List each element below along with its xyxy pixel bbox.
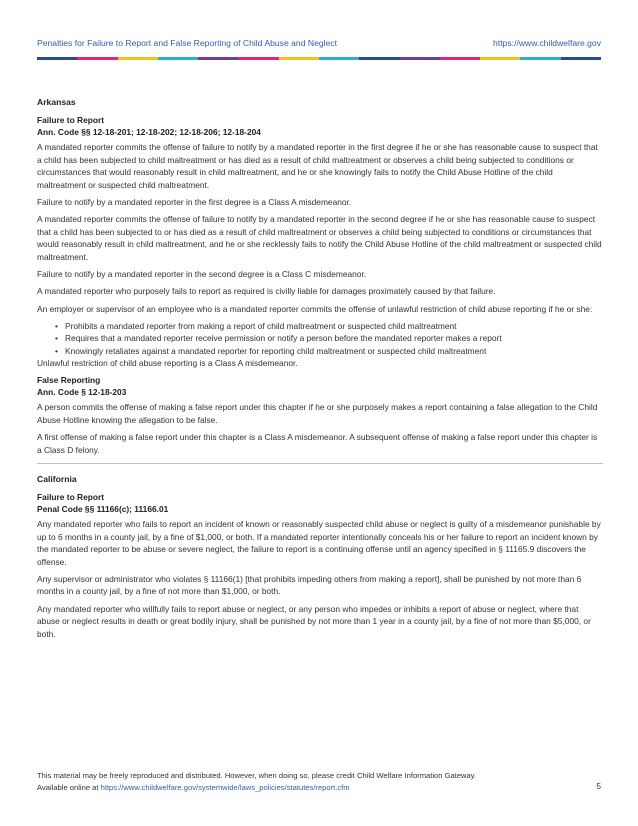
stripe-segment xyxy=(77,57,117,60)
footer-credit-text: This material may be freely reproduced and distributed. However, when doing so, please credit Child Welfare Information Gateway. xyxy=(37,771,477,780)
citation: Penal Code §§ 11166(c); 11166.01 xyxy=(37,504,169,515)
paragraph: Any mandated reporter who willfully fails to report abuse or neglect, or any person who impedes or inhibits a report of abuse or neglect, where that abuse or neglect results in death or great bodily injury, shall be punished by not more than 1 year in a county jail, by a fine of not more than $5,000, or both. xyxy=(37,603,591,639)
subsection-heading: False Reporting xyxy=(37,375,101,386)
stripe-segment xyxy=(319,57,359,60)
footer-available-label: Available online at xyxy=(37,782,101,792)
paragraph: A mandated reporter commits the offense of failure to notify by a mandated reporter in the first degree if he or she has reasonable cause to suspect that a child has been subjected to child maltreatment or has died as a result of child maltreatment or observes a child being subjected to conditions or circumstances that would reasonably result in child maltreatment, and he or she knowingly fails to notify the Child Abuse Hotline of the child maltreatment or suspected child maltreatment. xyxy=(37,142,598,190)
paragraph: A person commits the offense of making a false report under this chapter if he or she purposely makes a report containing a false allegation to the Child Abuse Hotline knowing the allegation to be false. xyxy=(37,402,598,425)
paragraph: A mandated reporter who purposely fails to report as required is civilly liable for damages proximately caused by that failure. xyxy=(37,286,496,297)
stripe-segment xyxy=(561,57,601,60)
page-header xyxy=(37,38,601,52)
footer-link[interactable]: https://www.childwelfare.gov/systemwide/laws_policies/statutes/report.cfm xyxy=(100,782,350,792)
document-title: Penalties for Failure to Report and False Reporting of Child Abuse and Neglect xyxy=(37,38,337,48)
main-content xyxy=(37,96,603,645)
paragraph: Any supervisor or administrator who violates § 11166(1) [that prohibits impeding others from making a report], shall be punished by not more than 6 months in a county jail, by a fine of not more than $1,000, or both. xyxy=(37,573,582,597)
section-divider xyxy=(37,463,603,464)
list-item: • Knowingly retaliates against a mandated reporter for reporting child maltreatment or suspected child maltreatment xyxy=(55,345,603,357)
subsection-heading: Failure to Report xyxy=(37,492,105,503)
paragraph: A mandated reporter commits the offense of failure to notify by a mandated reporter in the second degree if he or she has reasonable cause to suspect that a child has been subjected to or has died as a result of child maltreatment or observes a child being subjected to conditions or circumstances that would reasonably result in child maltreatment, and he or she recklessly fails to notify the Child Abuse Hotline of the child maltreatment or suspected child maltreatment. xyxy=(37,214,602,262)
section-california xyxy=(37,473,603,640)
color-stripe-divider xyxy=(37,57,601,60)
paragraph: Failure to notify by a mandated reporter in the second degree is a Class C misdemeanor. xyxy=(37,269,367,280)
paragraph: A first offense of making a false report under this chapter is a Class A misdemeanor. A subsequent offense of making a false report under this chapter is a Class D felony. xyxy=(37,432,598,455)
state-heading: California xyxy=(37,473,77,484)
stripe-segment xyxy=(238,57,278,60)
page-number: 5 xyxy=(596,781,601,791)
footer-availability xyxy=(37,782,601,794)
citation: Ann. Code § 12-18-203 xyxy=(37,387,127,398)
page-footer xyxy=(37,770,601,793)
list-item: • Prohibits a mandated reporter from making a report of child maltreatment or suspected child maltreatment xyxy=(55,320,603,332)
stripe-segment xyxy=(520,57,560,60)
stripe-segment xyxy=(37,57,77,60)
stripe-segment xyxy=(359,57,399,60)
paragraph: Any mandated reporter who fails to report an incident of known or reasonably suspected child abuse or neglect is guilty of a misdemeanor punishable by up to 6 months in a county jail, by a fine of $1,000, or both. If a mandated reporter intentionally conceals his or her failure to report an incident known by the mandated reporter to be abuse or severe neglect, the failure to report is a continuing offense until an agency specified in § 11165.9 discovers the offense. xyxy=(37,519,601,567)
bullet-list xyxy=(37,320,603,357)
paragraph: Failure to notify by a mandated reporter in the first degree is a Class A misdemeanor. xyxy=(37,197,352,208)
citation: Ann. Code §§ 12-18-201; 12-18-202; 12-18-206; 12-18-204 xyxy=(37,127,261,138)
stripe-segment xyxy=(400,57,440,60)
stripe-segment xyxy=(279,57,319,60)
subsection-heading: Failure to Report xyxy=(37,115,105,126)
paragraph: An employer or supervisor of an employee who is a mandated reporter commits the offense of unlawful restriction of child abuse reporting if he or she: xyxy=(37,303,593,314)
list-item: • Requires that a mandated reporter receive permission or notify a person before the mandated reporter makes a report xyxy=(55,332,603,344)
paragraph: Unlawful restriction of child abuse reporting is a Class A misdemeanor. xyxy=(37,357,298,368)
section-arkansas xyxy=(37,96,603,456)
stripe-segment xyxy=(480,57,520,60)
stripe-segment xyxy=(158,57,198,60)
header-url-link[interactable]: https://www.childwelfare.gov xyxy=(493,38,601,48)
stripe-segment xyxy=(118,57,158,60)
stripe-segment xyxy=(198,57,238,60)
stripe-segment xyxy=(440,57,480,60)
state-heading: Arkansas xyxy=(37,97,76,107)
